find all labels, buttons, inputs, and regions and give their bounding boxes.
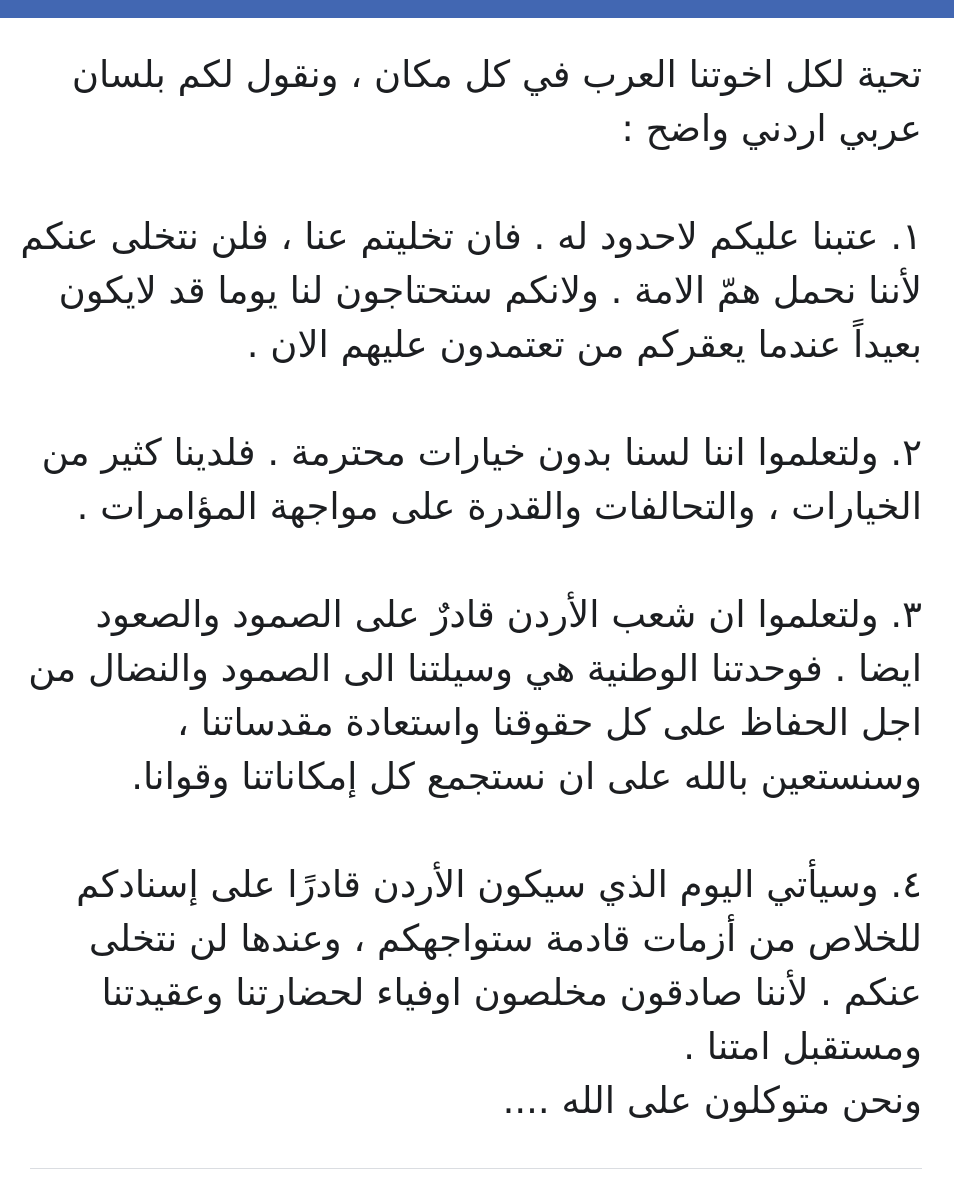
- post-line: لأننا نحمل همّ الامة . ولانكم ستحتاجون لنا يوما قد لايكون: [58, 269, 922, 312]
- post-text: [20, 48, 922, 1128]
- post-line: بعيداً عندما يعقركم من تعتمدون عليهم الان .: [246, 323, 922, 366]
- post-line: ٢. ولتعلموا اننا لسنا بدون خيارات محترمة . فلدينا كثير من: [41, 431, 922, 474]
- post-line: ٤. وسيأتي اليوم الذي سيكون الأردن قادرًا على إسنادكم: [76, 863, 922, 906]
- post-divider: [30, 1168, 922, 1169]
- post-line: ومستقبل امتنا .: [683, 1025, 922, 1068]
- post-paragraph-1: [20, 210, 922, 372]
- post-line: عربي اردني واضح :: [621, 107, 922, 150]
- post-line: ونحن متوكلون على الله ....: [502, 1079, 922, 1122]
- post-line: الخيارات ، والتحالفات والقدرة على مواجهة المؤامرات .: [76, 485, 922, 528]
- post-line: ايضا . فوحدتنا الوطنية هي وسيلتنا الى الصمود والنضال من: [28, 647, 922, 690]
- post-line: اجل الحفاظ على كل حقوقنا واستعادة مقدساتنا ،: [177, 701, 922, 744]
- post-line: للخلاص من أزمات قادمة ستواجهكم ، وعندها لن نتخلى: [88, 917, 922, 960]
- post-line: ٣. ولتعلموا ان شعب الأردن قادرٌ على الصمود والصعود: [95, 593, 922, 636]
- post-line: ١. عتبنا عليكم لاحدود له . فان تخليتم عنا ، فلن نتخلى عنكم: [20, 215, 922, 258]
- post-paragraph-4: [30, 858, 922, 1128]
- post-line: وسنستعين بالله على ان نستجمع كل إمكاناتنا وقوانا.: [131, 755, 922, 798]
- top-navigation-bar: [0, 0, 954, 18]
- post-paragraph-3: [30, 588, 922, 804]
- post-line: عنكم . لأننا صادقون مخلصون اوفياء لحضارتنا وعقيدتنا: [101, 971, 922, 1014]
- post-paragraph-intro: [30, 48, 922, 156]
- post-paragraph-2: [30, 426, 922, 534]
- post-line: تحية لكل اخوتنا العرب في كل مكان ، ونقول لكم بلسان: [71, 53, 922, 96]
